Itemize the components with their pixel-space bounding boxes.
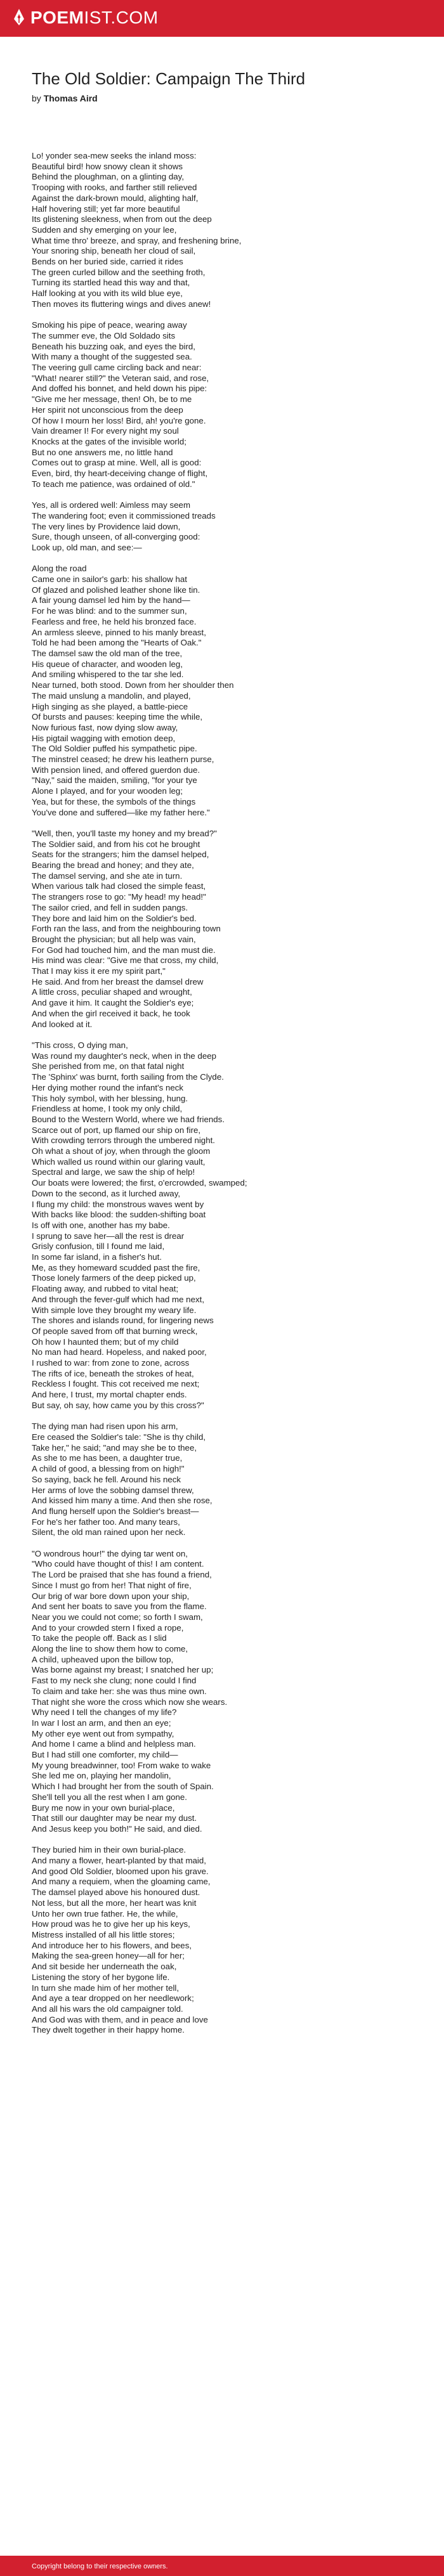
poem-line: Her spirit not unconscious from the deep [32,405,183,415]
poem-line: For he was blind: and to the summer sun, [32,606,187,616]
poem-line: Sure, though unseen, of all-converging good: [32,532,200,542]
poem-line: Our brig of war bore down upon your ship, [32,1591,190,1601]
poem-line: Seats for the strangers; him the damsel helped, [32,850,209,860]
poem-line: Of bursts and pauses: keeping time the while, [32,712,203,722]
poem-line: That still our daughter may be near my dust. [32,1813,197,1823]
copyright-notice: Copyright belong to their respective owners. [32,2563,168,2570]
poem-line: That night she wore the cross which now she wears. [32,1697,228,1707]
poem-line: And doffed his bonnet, and held down his pipe: [32,384,207,394]
poem-line: The Old Soldier puffed his sympathetic pipe. [32,744,197,754]
poem-line: Forth ran the lass, and from the neighbouring town [32,924,221,934]
poem-line: And through the fever-gulf which had me next, [32,1294,205,1304]
poem-line: A child of good, a blessing from on high!" [32,1464,185,1474]
poem-line: His mind was clear: "Give me that cross, my child, [32,955,219,966]
byline [32,93,412,104]
poem-line: My young breadwinner, too! From wake to wake [32,1760,211,1770]
poem-line: Those lonely farmers of the deep picked up, [32,1273,196,1283]
poem-line: Not less, but all the more, her heart was knit [32,1898,197,1908]
poem-line: And kissed him many a time. And then she rose, [32,1496,212,1506]
poem-line: Was borne against my breast; I snatched her up; [32,1665,214,1675]
poem-line: The veering gull came circling back and near: [32,363,202,373]
poem-line: The Lord be praised that she has found a friend, [32,1570,212,1580]
poem-line: Spectral and large, we saw the ship of help! [32,1167,195,1177]
poem-line: They dwelt together in their happy home. [32,2025,185,2035]
poem-line: To take the people off. Back as I slid [32,1633,167,1643]
poem-line: And introduce her to his flowers, and bees, [32,1940,192,1950]
poem-line: "What! nearer still?" the Veteran said, and rose, [32,373,209,383]
poem-line: Take her," he said; "and may she be to thee, [32,1442,197,1453]
site-header [0,0,444,37]
poem-line: Oh how I haunted them; but of my child [32,1337,179,1347]
poem-line: Scarce out of port, up flamed our ship on fire, [32,1125,201,1135]
poem-line: Knocks at the gates of the invisible world; [32,436,186,446]
poem-line: "Who could have thought of this! I am content. [32,1559,204,1569]
stanza [32,564,412,818]
poem-line: Reckless I fought. This cot received me next; [32,1379,200,1389]
poem-line: He said. And from her breast the damsel drew [32,976,204,987]
poem-line: Her dying mother round the infant's neck [32,1082,184,1092]
poem-line: "O wondrous hour!" the dying tar went on, [32,1548,188,1558]
poem-line: Our boats were lowered; the first, o'ercrowded, swamped; [32,1178,247,1188]
poem-line: But I had still one comforter, my child— [32,1750,178,1760]
poem-line: And to your crowded stern I fixed a rope, [32,1622,184,1633]
stanza [32,1845,412,2036]
poem-line: And many a requiem, when the gloaming came, [32,1877,211,1887]
poem-line: I sprung to save her—all the rest is drear [32,1231,185,1241]
poem-line: Along the line to show them how to come, [32,1644,188,1654]
poem-line: Comes out to grasp at mine. Well, all is good: [32,458,202,468]
poem-line: And when the girl received it back, he took [32,1008,190,1018]
poem-line: They bore and laid him on the Soldier's bed. [32,913,197,923]
poem-line: Half hovering still; yet far more beautiful [32,204,180,214]
poem-line: Bury me now in your own burial-place, [32,1803,175,1813]
site-logo[interactable] [30,6,159,29]
poem-line: This holy symbol, with her blessing, hung. [32,1093,188,1103]
poem-line: In some far island, in a fisher's hut. [32,1252,162,1262]
byline-prefix: by [32,93,41,103]
poem-line: The rifts of ice, beneath the strokes of heat, [32,1368,194,1378]
poem-line: The wandering foot; even it commissioned treads [32,510,216,521]
poem-line: A child, upheaved upon the billow top, [32,1654,174,1664]
poem-line: And God was with them, and in peace and love [32,2014,208,2024]
poem-line: Yes, all is ordered well: Aimless may seem [32,500,191,510]
poem-line: The 'Sphinx' was burnt, forth sailing from the Clyde. [32,1072,224,1082]
poem-line: "This cross, O dying man, [32,1040,128,1050]
poem-line: The summer eve, the Old Soldado sits [32,330,176,340]
poem-line: But say, oh say, how came you by this cross?" [32,1400,204,1410]
poem-line: The green curled billow and the seething froth, [32,267,206,277]
poem-title: The Old Soldier: Campaign The Third [32,69,306,88]
poem-line: Bends on her buried side, carried it rides [32,257,183,267]
poem-line: Near you we could not come; so forth I swam, [32,1612,203,1622]
poem-line: She perished from me, on that fatal night [32,1061,185,1071]
poem-line: And all his wars the old campaigner told. [32,2003,183,2014]
poem-line: Look up, old man, and see:— [32,542,142,552]
poem-line: The damsel played above his honoured dust. [32,1887,200,1898]
poem-line: Now furious fast, now dying slow away, [32,722,178,732]
stanza [32,500,412,553]
poem-line: Trooping with rooks, and farther still relieved [32,183,197,193]
poem-line: Beautiful bird! how snowy clean it shows [32,161,183,171]
poem-line: The minstrel ceased; he drew his leathern purse, [32,754,214,765]
poem-line: The shores and islands round, for lingering news [32,1316,214,1326]
poem-line: Against the dark-brown mould, alighting half, [32,193,199,203]
poem-line: His pigtail wagging with emotion deep, [32,733,176,743]
poem-line: Her arms of love the sobbing damsel threw, [32,1485,194,1495]
poem-line: The Soldier said, and from his cot he brought [32,839,200,849]
poem-line: And flung herself upon the Soldier's breast— [32,1506,199,1516]
site-footer [0,2556,444,2576]
poem-body [32,151,412,2036]
poem-line: My other eye went out from sympathy, [32,1728,174,1738]
poem-line: Brought the physician; but all help was vain, [32,934,196,944]
poem-line: Making the sea-green honey—all for her; [32,1951,185,1961]
poem-line: With simple love they brought my weary life. [32,1305,197,1315]
poem-line: With crowding terrors through the umbered night. [32,1136,215,1146]
poem-line: As she to me has been, a daughter true, [32,1453,183,1463]
poem-line: That I may kiss it ere my spirit part," [32,966,166,976]
stanza [32,829,412,1030]
poem-line: To teach me patience, was ordained of old." [32,479,195,489]
poem-line: Alone I played, and for your wooden leg; [32,786,183,796]
poem-line: Listening the story of her bygone life. [32,1972,170,1982]
poem-line: Of glazed and polished leather shone like tin. [32,585,200,595]
poem-line: And Jesus keep you both!" He said, and died. [32,1823,202,1834]
poem-line: Unto her own true father. He, the while, [32,1908,178,1919]
poem-line: A fair young damsel led him by the hand— [32,595,190,605]
poem-line: To claim and take her: she was thus mine own. [32,1686,207,1696]
poem-container [32,68,412,2047]
poem-line: Half looking at you with its wild blue eye, [32,288,183,299]
poem-line: Lo! yonder sea-mew seeks the inland moss: [32,151,197,160]
poem-line: How proud was he to give her up his keys, [32,1919,190,1929]
poem-line: Oh what a shout of joy, when through the gloom [32,1146,211,1156]
poem-line: Beneath his buzzing oak, and eyes the bird, [32,341,195,351]
poem-line: Is off with one, another has my babe. [32,1220,170,1230]
poem-line: Sudden and shy emerging on your lee, [32,224,177,235]
poem-line: And home I came a blind and helpless man. [32,1739,196,1749]
poem-line: Of people saved from off that burning wreck, [32,1326,198,1336]
poem-line: And good Old Soldier, bloomed upon his grave. [32,1866,209,1876]
poem-line: Me, as they homeward scudded past the fire, [32,1262,200,1272]
poem-line: Then moves its fluttering wings and dives anew! [32,299,211,309]
poem-line: And here, I trust, my mortal chapter ends. [32,1390,187,1400]
poem-line: So saying, back he fell. Around his neck [32,1474,181,1484]
poem-line: And looked at it. [32,1019,93,1029]
poem-line: Since I must go from her! That night of fire, [32,1580,192,1590]
logo-bold-text: POEM [30,8,84,27]
poem-line: Silent, the old man rained upon her neck. [32,1527,186,1537]
poem-line: The very lines by Providence laid down, [32,521,181,531]
stanza [32,1549,412,1835]
poem-line: For God had touched him, and the man must die. [32,945,216,955]
poem-line: High singing as she played, a battle-piece [32,701,188,711]
poem-line: The maid unslung a mandolin, and played, [32,690,191,701]
stanza [32,151,412,310]
poem-line: What time thro' breeze, and spray, and freshening brine, [32,235,242,245]
poem-line: Bearing the bread and honey; and they ate, [32,860,194,871]
poem-line: Which I had brought her from the south of Spain. [32,1782,214,1792]
poem-line: Mistress installed of all his little stores; [32,1930,175,1939]
poem-line: Smoking his pipe of peace, wearing away [32,320,187,330]
poem-line: A little cross, peculiar shaped and wrought, [32,987,192,997]
poem-line: For he's her father too. And many tears, [32,1517,180,1527]
poem-line: Came one in sailor's garb: his shallow hat [32,574,187,585]
poem-line: The strangers rose to go: "My head! my head!" [32,892,206,902]
poem-line: When various talk had closed the simple feast, [32,881,206,891]
poem-line: I rushed to war: from zone to zone, across [32,1358,190,1368]
poem-line: His queue of character, and wooden leg, [32,659,183,669]
stanza [32,1040,412,1411]
poem-line: But no one answers me, no little hand [32,447,173,457]
poem-line: Your snoring ship, beneath her cloud of sail, [32,246,196,256]
poem-line: With backs like blood: the sudden-shifting boat [32,1210,206,1220]
poem-line: Behind the ploughman, on a glinting day, [32,172,185,182]
poem-line: Its glistening sleekness, when from out the deep [32,214,212,224]
poem-line: "Give me her message, then! Oh, be to me [32,394,192,405]
poem-line: Why need I tell the changes of my life? [32,1707,177,1718]
poem-line: And smiling whispered to the tar she led. [32,670,184,680]
poem-line: "Well, then, you'll taste my honey and my bread?" [32,828,217,838]
poem-line: And aye a tear dropped on her needlework; [32,1993,194,2003]
poem-line: She led me on, playing her mandolin, [32,1771,171,1781]
poem-line: "Nay," said the maiden, smiling, "for your tye [32,775,197,786]
logo-light-text: IST.COM [84,8,159,27]
poem-line: The sailor cried, and fell in sudden pangs. [32,902,188,912]
poem-line: They buried him in their own burial-place. [32,1845,186,1855]
poem-line: And sent her boats to save you from the flame. [32,1602,207,1612]
poem-line: The damsel serving, and she ate in turn. [32,871,183,881]
stanza [32,320,412,489]
quill-pen-icon [13,9,25,25]
poem-line: The dying man had risen upon his arm, [32,1421,178,1432]
poem-line: You've done and suffered—like my father here." [32,807,210,817]
poem-line: Ere ceased the Soldier's tale: "She is thy child, [32,1432,206,1442]
poem-line: Grisly confusion, till I found me laid, [32,1241,165,1252]
poem-line: With many a thought of the suggested sea. [32,352,192,362]
poem-line: Bound to the Western World, where we had friends. [32,1114,225,1124]
poem-line: An armless sleeve, pinned to his manly breast, [32,627,206,637]
author-name[interactable]: Thomas Aird [43,93,98,103]
poem-line: Vain dreamer I! For every night my soul [32,426,179,436]
poem-line: Floating away, and rubbed to vital heat; [32,1284,179,1294]
poem-line: She'll tell you all the rest when I am gone. [32,1792,187,1802]
poem-line: In turn she made him of her mother tell, [32,1983,180,1993]
poem-line: Friendless at home, I took my only child, [32,1104,183,1114]
poem-line: Yea, but for these, the symbols of the things [32,796,196,806]
poem-line: In war I lost an arm, and then an eye; [32,1718,171,1728]
poem-line: I flung my child: the monstrous waves went by [32,1199,204,1209]
stanza [32,1421,412,1538]
poem-line: Fast to my neck she clung; none could I find [32,1676,197,1686]
poem-line: And many a flower, heart-planted by that maid, [32,1856,206,1866]
poem-line: Even, bird, thy heart-deceiving change of flight, [32,469,208,479]
poem-line: Fearless and free, he held his bronzed face. [32,616,197,626]
poem-line: Was round my daughter's neck, when in the deep [32,1051,217,1061]
poem-line: Which walled us round within our glaring vault, [32,1156,206,1167]
poem-line: Told he had been among the "Hearts of Oak." [32,638,202,648]
poem-line: The damsel saw the old man of the tree, [32,649,183,658]
poem-line: Down to the second, as it lurched away, [32,1188,181,1198]
poem-line: Near turned, both stood. Down from her shoulder then [32,680,234,690]
poem-line: Turning its startled head this way and that, [32,278,190,288]
poem-line: With pension lined, and offered guerdon due. [32,765,200,775]
poem-line: Along the road [32,564,87,574]
poem-line: No man had heard. Hopeless, and naked poor, [32,1347,207,1357]
poem-line: And sit beside her underneath the oak, [32,1962,177,1972]
poem-line: Of how I mourn her loss! Bird, ah! you're gone. [32,415,206,425]
poem-line: And gave it him. It caught the Soldier's eye; [32,998,194,1008]
